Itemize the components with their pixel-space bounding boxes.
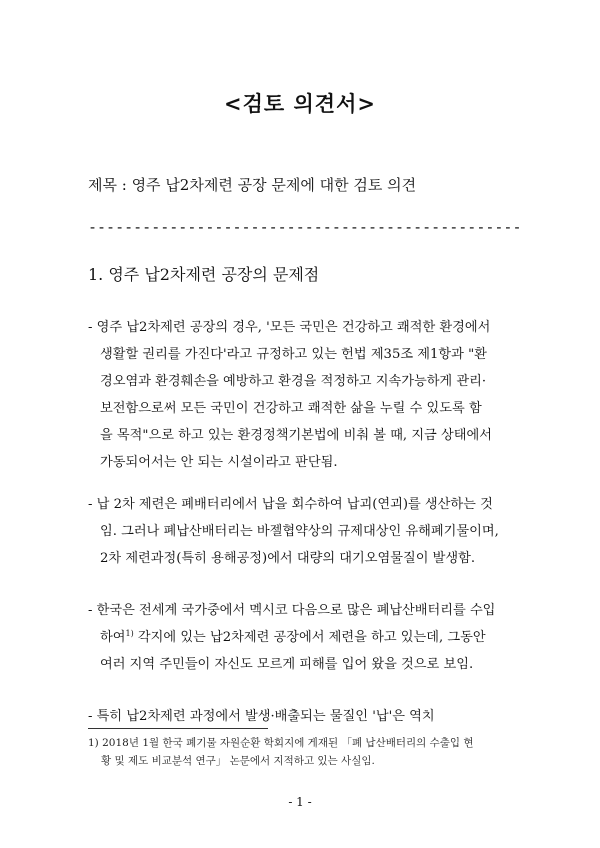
paragraph-line: - 한국은 전세계 국가중에서 멕시코 다음으로 많은 폐납산배터리를 수입	[88, 603, 496, 618]
section-heading: 1. 영주 납2차제련 공장의 문제점	[88, 265, 320, 284]
document-subject: 제목 : 영주 납2차제련 공장 문제에 대한 검토 의견	[88, 176, 417, 194]
paragraph-line: 보전함으로써 모든 국민이 건강하고 쾌적한 삶을 누릴 수 있도록 함	[100, 401, 482, 416]
paragraph-line: 을 목적"으로 하고 있는 환경정책기본법에 비춰 볼 때, 지금 상태에서	[100, 428, 492, 443]
paragraph-line: 2차 제련과정(특히 용해공정)에서 대량의 대기오염물질이 발생함.	[100, 551, 476, 566]
footnote-ref[interactable]: 1)	[125, 629, 134, 638]
divider-line: ------------------------------------------------	[88, 218, 522, 236]
paragraph-line: - 영주 납2차제련 공장의 경우, '모든 국민은 건강하고 쾌적한 환경에서	[88, 320, 491, 335]
paragraph-line: 가동되어서는 안 되는 시설이라고 판단됨.	[100, 455, 338, 470]
paragraph-line	[100, 626, 486, 645]
page-number: - 1 -	[288, 795, 312, 809]
paragraph-line: 임. 그러나 폐납산배터리는 바젤협약상의 규제대상인 유해폐기물이며,	[100, 524, 499, 539]
footnote-line: 1) 2018년 1월 한국 폐기물 자원순환 학회지에 게재된 「폐 납산배터리의 수출입 현	[88, 737, 474, 749]
paragraph-line: 경오염과 환경훼손을 예방하고 환경을 적정하고 지속가능하게 관리·	[100, 374, 487, 389]
document-title: <검토 의견서>	[224, 91, 376, 116]
footnote-line: 황 및 제도 비교분석 연구」 논문에서 지적하고 있는 사실임.	[101, 755, 375, 767]
paragraph-line: - 납 2차 제련은 폐배터리에서 납을 회수하여 납괴(연괴)를 생산하는 것	[88, 497, 493, 512]
paragraph-line: 생활할 권리를 가진다'라고 규정하고 있는 헌법 제35조 제1항과 "환	[100, 347, 487, 362]
paragraph-text: 각지에 있는 납2차제련 공장에서 제련을 하고 있는데, 그동안	[137, 630, 486, 645]
footnote-separator	[88, 728, 268, 729]
paragraph-line: - 특히 납2차제련 과정에서 발생·배출되는 물질인 '납'은 역치	[88, 709, 435, 724]
paragraph-text: 하여	[100, 630, 126, 645]
paragraph-line: 여러 지역 주민들이 자신도 모르게 피해를 입어 왔을 것으로 보임.	[100, 657, 474, 672]
